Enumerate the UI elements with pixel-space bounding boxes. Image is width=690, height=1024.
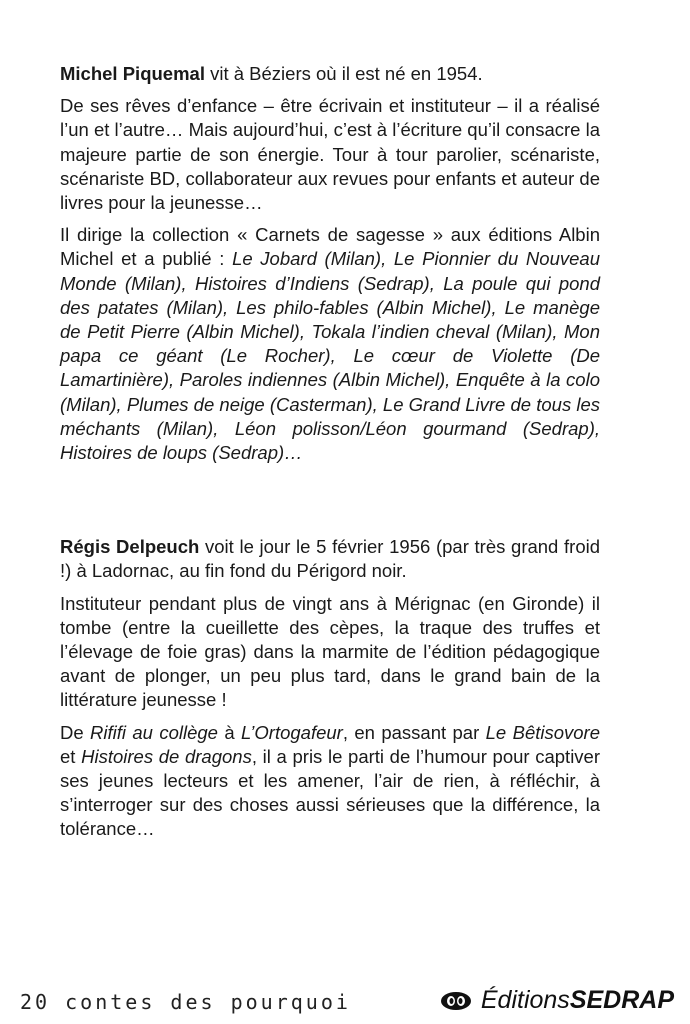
bio-bibliography: De Rififi au collège à L’Ortogafeur, en passant par Le Bêtisovore et Histoires de dragons, il a pris le parti de l’humour pour captiver ses jeunes lecteurs et les amener, l’air de rien, à réfléchir, à s’interroger sur des choses aussi sérieuses que la différence, la tolérance… — [60, 721, 601, 840]
work-title: L’Ortogafeur — [241, 721, 343, 743]
work-title: Histoires de dragons — [81, 745, 252, 767]
bio-paragraph: Instituteur pendant plus de vingt ans à Mérignac (en Gironde) il tombe (entre la cueillette des cèpes, la traque des truffes et l’élevage de foie gras) dans la marmite de l’édition pédagogique avant de plonger, un peu plus tard, dans le grand bain de la littérature jeunesse ! — [60, 592, 600, 711]
author-name: Michel Piquemal — [60, 63, 205, 84]
publisher-name: ÉditionsSEDRAP — [480, 986, 674, 1014]
section-gap — [60, 473, 600, 535]
publisher-mark — [439, 986, 674, 1015]
bio-paragraph: De ses rêves d’enfance – être écrivain et instituteur – il a réalisé l’un et l’autre… Mais aujourd’hui, c’est à l’écriture qu’il consacre la majeure partie de son énergie. Tour à tour parolier, scénariste, scénariste BD, collaborateur aux revues pour enfants et auteur de livres pour la jeunesse… — [60, 95, 600, 214]
works-list: Le Jobard (Milan), Le Pionnier du Nouveau Monde (Milan), Histoires d’Indiens (Sedrap), La poule qui pond des patates (Milan), Les philo-fables (Albin Michel), Le manège de Petit Pierre (Albin Michel), Tokala l’indien cheval (Milan), Mon papa ce géant (Le Rocher), Le cœur de Violette (De Lamartinière), Paroles indiennes (Albin Michel), Enquête à la colo (Milan), Plumes de neige (Casterman), Le Grand Livre de tous les méchants (Milan), Léon polisson/Léon gourmand (Sedrap), Histoires de loups (Sedrap)… — [60, 248, 600, 464]
author-name: Régis Delpeuch — [60, 536, 200, 558]
work-title: Rififi au collège — [90, 721, 218, 743]
page-body — [60, 62, 600, 850]
work-title: Le Bêtisovore — [485, 721, 601, 743]
author-bio-piquemal — [60, 62, 600, 465]
author-bio-delpeuch — [60, 535, 600, 841]
bio-intro: Régis Delpeuch voit le jour le 5 février 1956 (par très grand froid !) à Ladornac, au fin fond du Périgord noir. — [60, 536, 601, 582]
bio-intro: Michel Piquemal vit à Béziers où il est né en 1954. — [60, 63, 483, 84]
bio-bibliography: Il dirige la collection « Carnets de sagesse » aux éditions Albin Michel et a publié : Le Jobard (Milan), Le Pionnier du Nouveau Monde (Milan), Histoires d’Indiens (Sedrap), La poule qui pond des patates (Milan), Les philo-fables (Albin Michel), Le manège de Petit Pierre (Albin Michel), Tokala l’indien cheval (Milan), Mon papa ce géant (Le Rocher), Le cœur de Violette (De Lamartinière), Paroles indiennes (Albin Michel), Enquête à la colo (Milan), Plumes de neige (Casterman), Le Grand Livre de tous les méchants (Milan), Léon polisson/Léon gourmand (Sedrap), Histoires de loups (Sedrap)… — [60, 224, 600, 464]
sedrap-logo-icon — [439, 990, 473, 1012]
book-title: 20 contes des pourquoi — [20, 990, 351, 1014]
